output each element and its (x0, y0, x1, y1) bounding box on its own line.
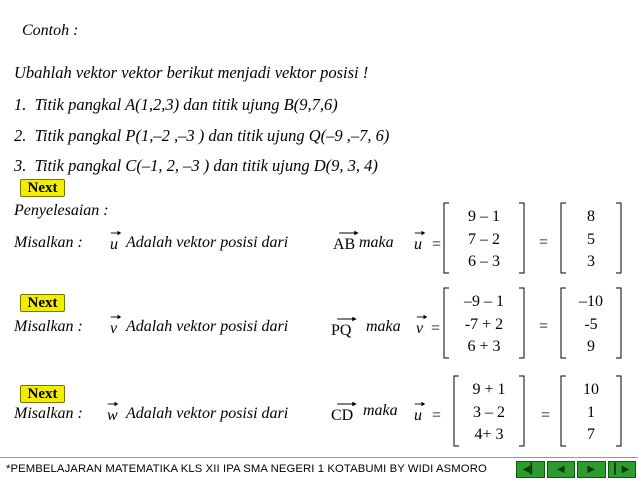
vector-arrow-icon (108, 230, 124, 236)
let-label: Misalkan : (14, 234, 83, 251)
matrix-cell: -7 + 2 (464, 316, 504, 333)
let-label: Misalkan : (14, 318, 83, 335)
equals-sign: = (539, 234, 549, 251)
next-button-2[interactable]: Next (20, 294, 65, 312)
matrix-cell: 8 (587, 208, 595, 225)
vector-arrow-icon (412, 230, 428, 236)
matrix-cell: 9 (587, 338, 595, 355)
matrix-cell: –10 (579, 293, 603, 310)
problem-text: Titik pangkal P(1,–2 ,–3 ) dan titik ujung Q(–9 ,–7, 6) (34, 126, 390, 145)
problem-text: Titik pangkal A(1,2,3) dan titik ujung B(9,7,6) (34, 95, 338, 114)
then-label: maka (363, 402, 398, 419)
matrix-cell: 6 – 3 (468, 253, 500, 270)
matrix-cell: 5 (587, 231, 595, 248)
matrix-cell: 6 + 3 (467, 338, 501, 355)
problem-3 (14, 156, 378, 176)
equals-sign: = (539, 318, 549, 335)
problem-1 (14, 95, 338, 115)
matrix-cell: 9 + 1 (472, 381, 506, 398)
vector-arrow-icon (108, 314, 124, 320)
matrix-cell: 4+ 3 (474, 426, 504, 443)
vector-arrow-icon (333, 316, 361, 322)
position-vector-text: Adalah vektor posisi dari (126, 405, 289, 422)
then-label: maka (366, 318, 401, 335)
vector-v: v (110, 320, 117, 338)
slide-navigation (516, 461, 636, 478)
vector-arrow-icon (412, 401, 428, 407)
equals-sign: = (432, 236, 442, 253)
vector-v-result: v (416, 320, 423, 338)
vector-u-result: u (414, 407, 422, 425)
previous-slide-button[interactable] (547, 461, 576, 478)
result-matrix-2 (560, 287, 622, 359)
next-slide-icon: ▶ (587, 464, 596, 475)
segment-cd: CD (331, 407, 353, 425)
matrix-cell: 7 (587, 426, 595, 443)
matrix-cell: -5 (584, 316, 598, 333)
position-vector-text: Adalah vektor posisi dari (126, 234, 289, 251)
first-slide-button[interactable] (516, 461, 545, 478)
next-button-3[interactable]: Next (20, 385, 65, 403)
then-label: maka (359, 234, 394, 251)
last-slide-icon: ▎▶ (614, 464, 630, 475)
expression-matrix-3 (453, 375, 525, 447)
solution-label: Penyelesaian : (14, 202, 109, 219)
equals-sign: = (541, 407, 551, 424)
matrix-cell: 1 (587, 404, 595, 421)
problem-number: 1. (14, 95, 27, 114)
example-heading: Contoh : (22, 22, 79, 39)
result-matrix-3 (560, 375, 622, 447)
matrix-cell: 9 – 1 (468, 208, 500, 225)
matrix-cell: 3 – 2 (473, 404, 505, 421)
footer-bar (0, 457, 638, 480)
problem-2 (14, 126, 389, 146)
let-label: Misalkan : (14, 405, 83, 422)
matrix-cell: –9 – 1 (464, 293, 504, 310)
previous-slide-icon: ◀ (556, 464, 565, 475)
position-vector-text: Adalah vektor posisi dari (126, 318, 289, 335)
equals-sign: = (432, 407, 442, 424)
vector-arrow-icon (414, 314, 430, 320)
expression-matrix-1 (443, 202, 525, 274)
vector-u: u (110, 236, 118, 254)
first-slide-icon: ◀▎ (522, 464, 538, 475)
segment-pq: PQ (331, 322, 351, 340)
segment-ab: AB (333, 236, 355, 254)
equals-sign: = (431, 320, 441, 337)
vector-arrow-icon (105, 401, 121, 407)
next-button-1[interactable]: Next (20, 179, 65, 197)
vector-u-result: u (414, 236, 422, 254)
matrix-cell: 7 – 2 (468, 231, 500, 248)
expression-matrix-2 (443, 287, 525, 359)
vector-arrow-icon (333, 401, 361, 407)
result-matrix-1 (560, 202, 622, 274)
vector-w: w (107, 407, 118, 425)
matrix-cell: 3 (587, 253, 595, 270)
instruction-text: Ubahlah vektor vektor berikut menjadi vektor posisi ! (14, 63, 369, 82)
problem-number: 3. (14, 156, 27, 175)
last-slide-button[interactable] (608, 461, 637, 478)
problem-number: 2. (14, 126, 27, 145)
footer-credit: *PEMBELAJARAN MATEMATIKA KLS XII IPA SMA NEGERI 1 KOTABUMI BY WIDI ASMORO (6, 463, 487, 475)
next-slide-button[interactable] (577, 461, 606, 478)
matrix-cell: 10 (583, 381, 599, 398)
problem-text: Titik pangkal C(–1, 2, –3 ) dan titik ujung D(9, 3, 4) (34, 156, 378, 175)
